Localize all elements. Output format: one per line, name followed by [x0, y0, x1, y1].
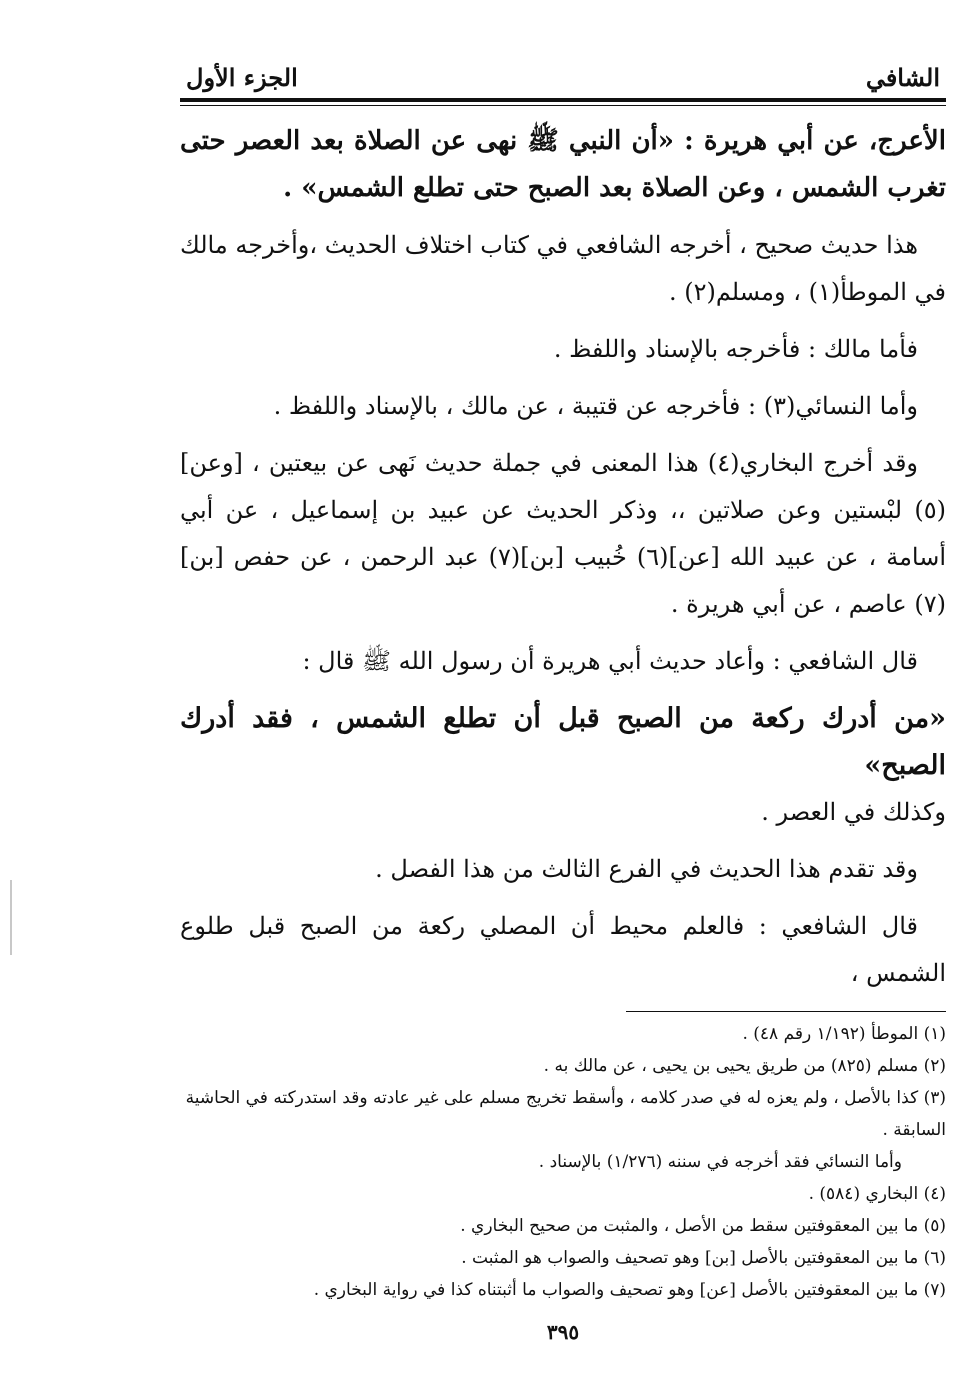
header-rule-thick: [180, 98, 946, 102]
footnote-4: (٤) البخاري (٥٨٤) .: [808, 1184, 946, 1204]
footnote-separator: [626, 1011, 946, 1012]
footnote-3: (٣) كذا بالأصل ، ولم يعزه له في صدر كلامه ، وأسقط تخريج مسلم على غير عادته وقد استدركته في الحاشية السابقة .: [185, 1088, 946, 1140]
paragraph-5: وقد أخرج البخاري(٤) هذا المعنى في جملة حديث نَهى عن بيعتين ، [وعن](٥) لبْستين وعن صلاتين ،، وذكر الحديث عن عبيد بن إسماعيل ، عن أبي أسامة ، عن عبيد الله [عن](٦) خُبيب [بن](٧) عبد الرحمن ، عن حفص [بن](٧) عاصم ، عن أبي هريرة .: [180, 449, 947, 618]
paragraph-1: الأعرج، عن أبي هريرة : «أن النبي ﷺ نهى عن الصلاة بعد العصر حتى تغرب الشمس ، وعن الصلاة بعد الصبح حتى تطلع الشمس» .: [180, 126, 946, 203]
footnote-6: (٦) ما بين المعقوفتين بالأصل [بن] وهو تصحيف والصواب هو المثبت .: [461, 1248, 946, 1268]
paragraph-2: هذا حديث صحيح ، أخرجه الشافعي في كتاب اختلاف الحديث ،وأخرجه مالك في الموطأ(١) ، ومسلم(٢) .: [180, 231, 946, 306]
margin-mark: [10, 880, 12, 955]
paragraph-3: فأما مالك : فأخرجه بالإسناد واللفظ .: [553, 335, 918, 363]
book-page: [180, 48, 946, 1344]
footnotes: [180, 1018, 946, 1306]
main-text: [180, 118, 946, 997]
footnote-2: (٢) مسلم (٨٢٥) من طريق يحيى بن يحيى ، عن مالك به .: [543, 1056, 946, 1076]
paragraph-6: قال الشافعي : وأعاد حديث أبي هريرة أن رسول الله ﷺ قال :: [302, 647, 918, 675]
footnote-5: (٥) ما بين المعقوفتين سقط من الأصل ، والمثبت من صحيح البخاري .: [460, 1216, 946, 1236]
header-book-title: الشافي: [865, 63, 940, 92]
page-number: ٣٩٥: [546, 1320, 580, 1344]
hadith-quote: «من أدرك ركعة من الصبح قبل أن تطلع الشمس ، فقد أدرك الصبح»: [180, 703, 946, 781]
paragraph-9: قال الشافعي : فالعلم محيط أن المصلي ركعة من الصبح قبل طلوع الشمس ،: [180, 912, 946, 987]
footnote-1: (١) الموطأ (١/١٩٢ رقم ٤٨) .: [742, 1024, 946, 1044]
header-volume-title: الجزء الأول: [186, 63, 298, 92]
paragraph-4: وأما النسائي(٣) : فأخرجه عن قتيبة ، عن مالك ، بالإسناد واللفظ .: [273, 392, 918, 420]
header-rule-thin: [180, 105, 946, 106]
paragraph-8: وقد تقدم هذا الحديث في الفرع الثالث من هذا الفصل .: [375, 855, 918, 883]
running-header: [180, 48, 946, 92]
footnote-7: (٧) ما بين المعقوفتين بالأصل [عن] وهو تصحيف والصواب ما أثبتناه كذا في رواية البخاري .: [313, 1280, 946, 1300]
footnote-3-continuation: وأما النسائي فقد أخرجه في سننه (١/٢٧٦) بالإسناد .: [538, 1152, 902, 1172]
paragraph-7: وكذلك في العصر .: [761, 798, 946, 826]
